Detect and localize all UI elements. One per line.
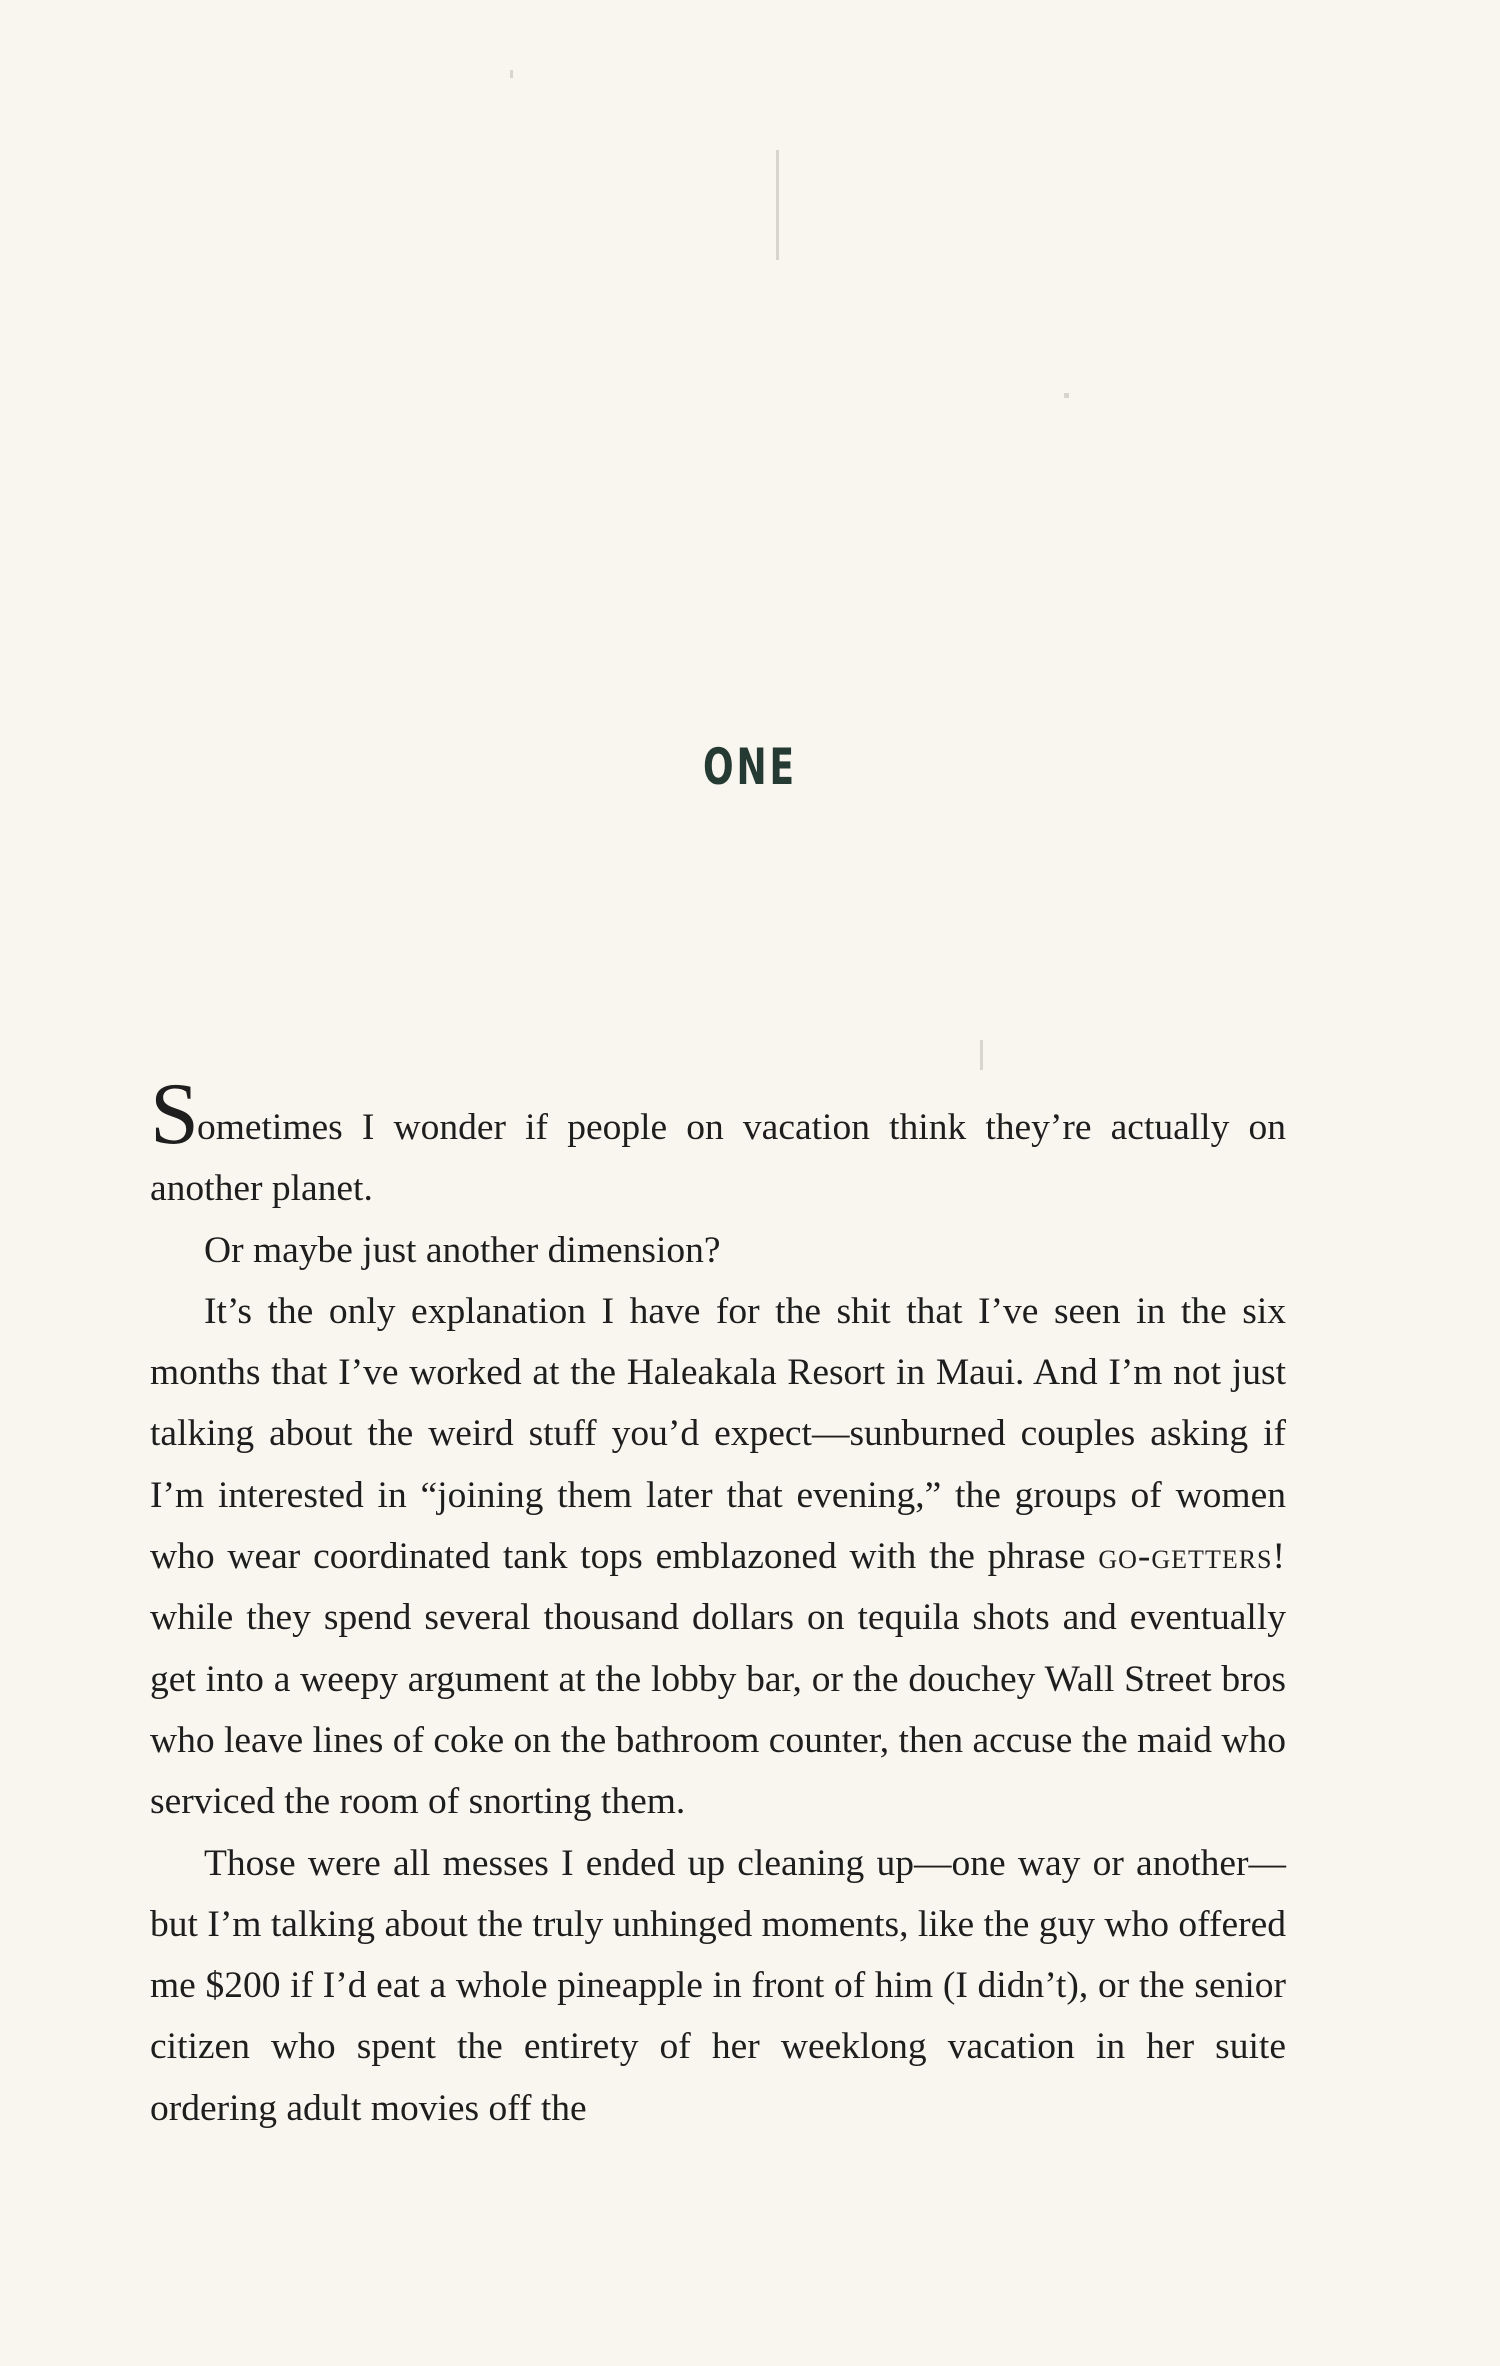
chapter-heading: ONE [703,737,797,796]
paragraph-text: Or maybe just another dimension? [204,1229,721,1271]
paragraph-text: ometimes I wonder if people on vacation think they’re actually on another planet. [150,1107,1286,1210]
paragraph-4 [150,1833,1286,2139]
drop-cap: S [150,1066,199,1163]
small-caps-phrase: go-getters! [1098,1536,1286,1578]
scan-speck [1064,393,1069,398]
paragraph-3 [150,1281,1286,1833]
paragraph-text: It’s the only explanation I have for the shit that I’ve seen in the six months that I’ve worked at the Haleakala Resort in Maui. And I’m not just talking about the weird stuff you’d expect—sunburned couples asking if I’m interested in “joining them later that evening,” the groups of women who wear coordinated tank tops emblazoned with the phrase [150,1290,1286,1578]
paragraph-2 [150,1220,1286,1281]
paragraph-text: Those were all messes I ended up cleaning up—one way or another—but I’m talking about the truly unhinged moments, like the guy who offered me $200 if I’d eat a whole pineapple in front of him (I didn’t), or the senior citizen who spent the entirety of her weeklong vacation in her suite ordering adult movies off the [150,1842,1286,2129]
scan-speck [510,70,513,78]
scan-speck [980,1040,983,1070]
paragraph-text: while they spend several thousand dollars on tequila shots and eventually get into a weepy argument at the lobby bar, or the douchey Wall Street bros who leave lines of coke on the bathroom counter, then accuse the maid who serviced the room of snorting them. [150,1597,1286,1823]
paragraph-1 [150,1066,1286,1220]
body-text [150,1066,1286,2139]
scan-speck [776,150,779,260]
